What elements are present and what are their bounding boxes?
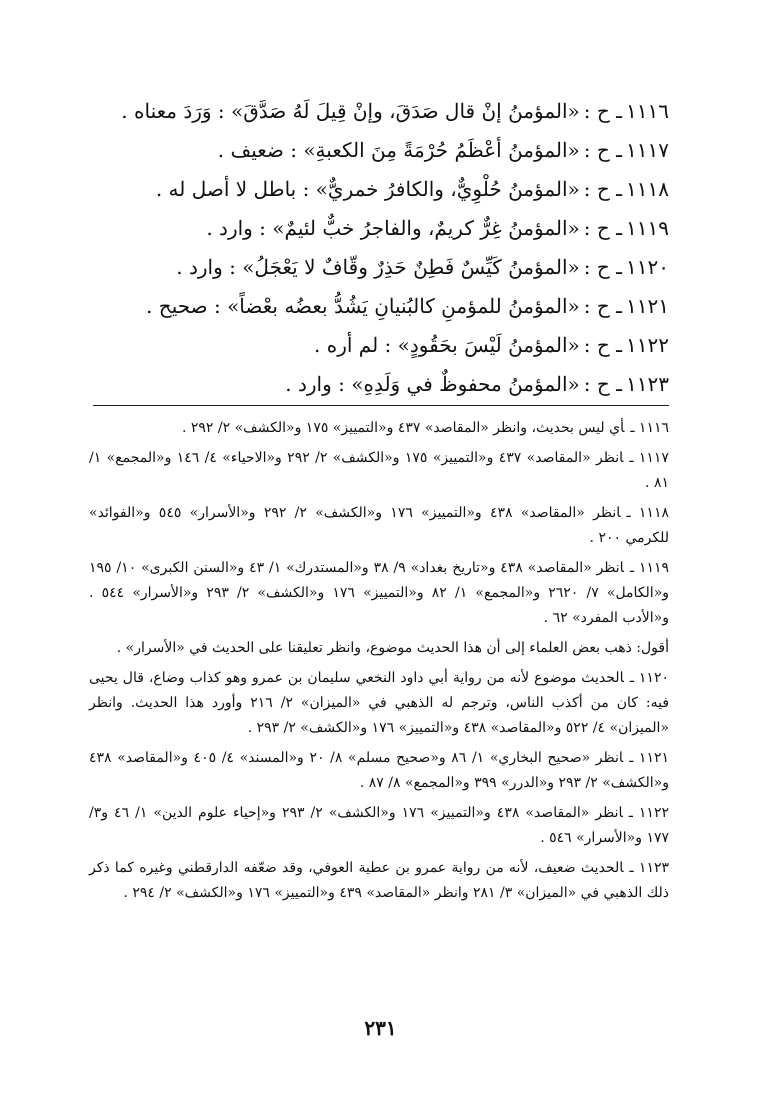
entry-text: «المؤمنُ كَيِّسٌ فَطِنٌ حَذِرٌ وقّافٌ لا يَعْجَلُ» : وارد . [176, 255, 580, 279]
entry-text: «المؤمنُ للمؤمنِ كالبُنيانِ يَشُدُّ بعضُه بعْضاً» : صحيح . [146, 294, 580, 318]
entry-prefix: ـ ح : [583, 138, 623, 162]
footnote-number: ١١١٨ ـ [626, 505, 669, 521]
footnote-text: انظر «المقاصد» ٤٣٨ و«التمييز» ١٧٦ و«الكشف» ٢/ ٢٩٣ و«إحياء علوم الدين» ١/ ٤٦ و٣/ ١٧٧ و«الأسرار» ٥٤٦ . [89, 805, 669, 846]
entry-text: «المؤمنُ محفوظٌ في وَلَدِهِ» : وارد . [285, 372, 580, 396]
footnote [89, 556, 669, 631]
footnote-text: انظر «صحيح البخاري» ١/ ٨٦ و«صحيح مسلم» ٨/ ٢٠ و«المسند» ٤/ ٤٠٥ و«المقاصد» ٤٣٨ و«الكشف» ٢/ ٢٩٣ و«الدرر» ٣٩٩ و«المجمع» ٨/ ٨٧ . [89, 750, 669, 791]
footnote-number: ١١٢٣ ـ [629, 860, 669, 876]
entry-prefix: ـ ح : [583, 177, 623, 201]
footnote [89, 801, 669, 851]
footnote-text: الحديث موضوع لأنه من رواية أبي داود النخعي سليمان بن عمرو وهو كذاب وضاع، قال يحيى فيه: كان من أكذب الناس، وترجم له الذهبي في «الميزان» ٢/ ٢١٦ وأورد هذا الحديث. وانظر «الميزان» ٤/ ٥٢٢ و«المقاصد» ٤٣٨ و«التمييز» ١٧٦ و«الكشف» ٢/ ٢٩٣ . [89, 670, 670, 736]
hadith-entry [89, 209, 669, 248]
footnote-number: ١١١٧ ـ [629, 450, 669, 466]
footnote-text: أقول: ذهب بعض العلماء إلى أن هذا الحديث موضوع، وانظر تعليقنا على الحديث في «الأسرار» . [116, 640, 669, 656]
hadith-entry [89, 365, 669, 404]
entry-number: ١١١٩ [626, 216, 669, 240]
entry-text: «المؤمنُ أعْظَمُ حُرْمَةً مِنَ الكعبةِ» : ضعيف . [217, 138, 580, 162]
footnote-comment [89, 636, 669, 661]
footnote [89, 666, 669, 741]
footnote [89, 446, 669, 496]
entry-number: ١١٢٠ [626, 255, 669, 279]
footnote-number: ١١٢٠ ـ [629, 670, 669, 686]
footnote-divider [93, 405, 669, 406]
entry-text: «المؤمنُ إنْ قال صَدَقَ، وإنْ قِيلَ لَهُ صَدَّقَ» : وَرَدَ معناه . [121, 99, 580, 123]
entry-text: «المؤمنُ لَيْسَ بحَقُودٍ» : لم أره . [314, 333, 580, 357]
footnote-text: أي ليس بحديث، وانظر «المقاصد» ٤٣٧ و«التمييز» ١٧٥ و«الكشف» ٢/ ٢٩٢ . [181, 420, 625, 436]
footnote-text: انظر «المقاصد» ٤٣٨ و«التمييز» ١٧٦ و«الكشف» ٢/ ٢٩٢ و«الأسرار» ٥٤٥ و«الفوائد» للكرمي ٢٠٠ . [89, 505, 669, 546]
footnote-number: ١١٢٢ ـ [628, 805, 669, 821]
entry-number: ١١١٨ [626, 177, 669, 201]
hadith-entry [89, 326, 669, 365]
entry-prefix: ـ ح : [583, 372, 623, 396]
hadith-entry [89, 248, 669, 287]
footnotes [89, 416, 669, 911]
entry-prefix: ـ ح : [583, 99, 623, 123]
hadith-entries [89, 92, 669, 404]
hadith-entry [89, 131, 669, 170]
footnote-text: انظر «المقاصد» ٤٣٧ و«التمييز» ١٧٥ و«الكشف» ٢/ ٢٩٢ و«الاحياء» ٤/ ١٤٦ و«المجمع» ١/ ٨١ . [89, 450, 669, 491]
entry-prefix: ـ ح : [583, 294, 623, 318]
entry-number: ١١٢١ [626, 294, 669, 318]
footnote [89, 416, 669, 441]
page-number: ٢٣١ [364, 1016, 397, 1040]
hadith-entry [89, 287, 669, 326]
footnote [89, 746, 669, 796]
entry-prefix: ـ ح : [583, 333, 623, 357]
footnote-number: ١١٢١ ـ [629, 750, 669, 766]
entry-prefix: ـ ح : [583, 255, 623, 279]
footnote [89, 856, 669, 906]
entry-number: ١١٢٣ [626, 372, 669, 396]
entry-text: «المؤمنُ حُلْوِيٌّ، والكافرُ خمريٌّ» : باطل لا أصل له . [155, 177, 580, 201]
entry-number: ١١١٦ [626, 99, 669, 123]
entry-number: ١١٢٢ [626, 333, 669, 357]
hadith-entry [89, 92, 669, 131]
footnote-text: انظر «المقاصد» ٤٣٨ و«تاريخ بغداد» ٩/ ٣٨ و«المستدرك» ١/ ٤٣ و«السنن الكبرى» ١٠/ ١٩٥ و«الكامل» ٧/ ٢٦٢٠ و«المجمع» ١/ ٨٢ و«التمييز» ١٧٦ و«الكشف» ٢/ ٢٩٣ و«الأسرار» ٥٤٤ . و«الأدب المفرد» ٦٢ . [89, 560, 670, 626]
entry-number: ١١١٧ [626, 138, 669, 162]
footnote-number: ١١١٩ ـ [629, 560, 670, 576]
entry-text: «المؤمنُ غِرٌّ كريمٌ، والفاجرُ خبٌّ لئيمٌ» : وارد . [206, 216, 580, 240]
hadith-entry [89, 170, 669, 209]
entry-prefix: ـ ح : [583, 216, 623, 240]
footnote-number: ١١١٦ ـ [630, 420, 669, 436]
footnote [89, 501, 669, 551]
footnote-text: الحديث ضعيف، لأنه من رواية عمرو بن عطية العوفي، وقد ضعّفه الدارقطني وغيره كما ذكر ذلك الذهبي في «الميزان» ٣/ ٢٨١ وانظر «المقاصد» ٤٣٩ و«التمييز» ١٧٦ و«الكشف» ٢/ ٢٩٤ . [89, 860, 669, 901]
